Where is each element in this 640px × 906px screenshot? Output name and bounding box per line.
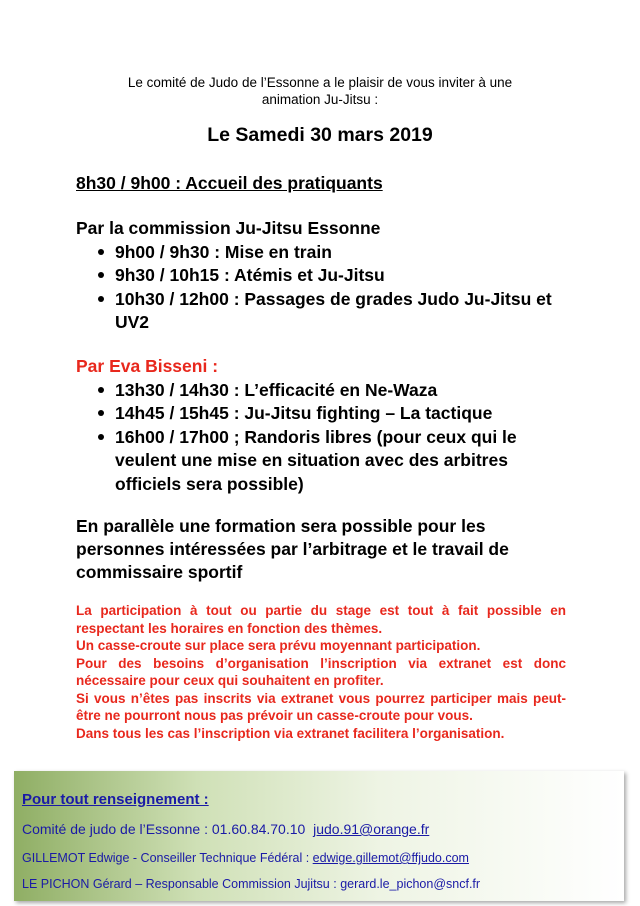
list-item: 9h00 / 9h30 : Mise en train — [76, 241, 570, 265]
contact-2-email[interactable]: gerard.le_pichon@sncf.fr — [340, 877, 481, 891]
committee-phone: Comité de judo de l’Essonne : 01.60.84.70.10 — [22, 821, 306, 837]
info-contact-2 — [22, 877, 480, 891]
notes-block — [76, 602, 566, 742]
info-box — [14, 771, 624, 901]
note-paragraph: Dans tous les cas l’inscription via extranet facilitera l’organisation. — [76, 725, 505, 741]
info-committee-line — [22, 821, 429, 837]
list-item: 13h30 / 14h30 : L’efficacité en Ne-Waza — [76, 379, 570, 403]
section-commission-heading: Par la commission Ju-Jitsu Essonne — [76, 218, 381, 238]
contact-1-email-link[interactable]: edwige.gillemot@ffjudo.com — [312, 851, 469, 865]
section-eva-bisseni-heading: Par Eva Bisseni : — [76, 356, 219, 376]
event-date: Le Samedi 30 mars 2019 — [207, 124, 433, 146]
section-eva-bisseni — [76, 355, 570, 496]
list-item: 9h30 / 10h15 : Atémis et Ju-Jitsu — [76, 264, 570, 288]
contact-2-label: LE PICHON Gérard – Responsable Commission Jujitsu : — [22, 877, 337, 891]
committee-email-link[interactable]: judo.91@orange.fr — [313, 821, 430, 837]
info-title: Pour tout renseignement : — [22, 791, 209, 808]
section-commission — [76, 217, 570, 335]
note-paragraph: Si vous n’êtes pas inscrits via extranet vous pourrez participer mais peut-être ne pourront nous pas prévoir un casse-croute pour vous. — [76, 690, 566, 723]
list-item: 16h00 / 17h00 ; Randoris libres (pour ceux qui le veulent une mise en situation avec des arbitres officiels sera possible) — [76, 426, 570, 497]
note-paragraph: Un casse-croute sur place sera prévu moyennant participation. — [76, 638, 481, 653]
section-eva-bisseni-list — [76, 379, 570, 497]
note-paragraph: Pour des besoins d’organisation l’inscription via extranet est donc nécessaire pour ceux qui souhaitent en profiter. — [76, 655, 566, 688]
section-commission-list — [76, 241, 570, 335]
list-item: 10h30 / 12h00 : Passages de grades Judo Ju-Jitsu et UV2 — [76, 288, 570, 335]
note-paragraph: La participation à tout ou partie du stage est tout à fait possible en respectant les horaires en fonction des thèmes. — [76, 603, 566, 636]
parallel-training-text: En parallèle une formation sera possible pour les personnes intéressées par l’arbitrage et le travail de commissaire sportif — [76, 516, 509, 582]
intro-line-1: Le comité de Judo de l’Essonne a le plaisir de vous inviter à une — [127, 75, 513, 90]
accueil-heading: 8h30 / 9h00 : Accueil des pratiquants — [76, 173, 383, 193]
list-item: 14h45 / 15h45 : Ju-Jitsu fighting – La tactique — [76, 402, 570, 426]
info-contact-1 — [22, 851, 469, 865]
contact-1-label: GILLEMOT Edwige - Conseiller Technique Fédéral : — [22, 851, 310, 865]
intro-line-2: animation Ju-Jitsu : — [261, 92, 379, 107]
intro-text — [90, 74, 550, 108]
